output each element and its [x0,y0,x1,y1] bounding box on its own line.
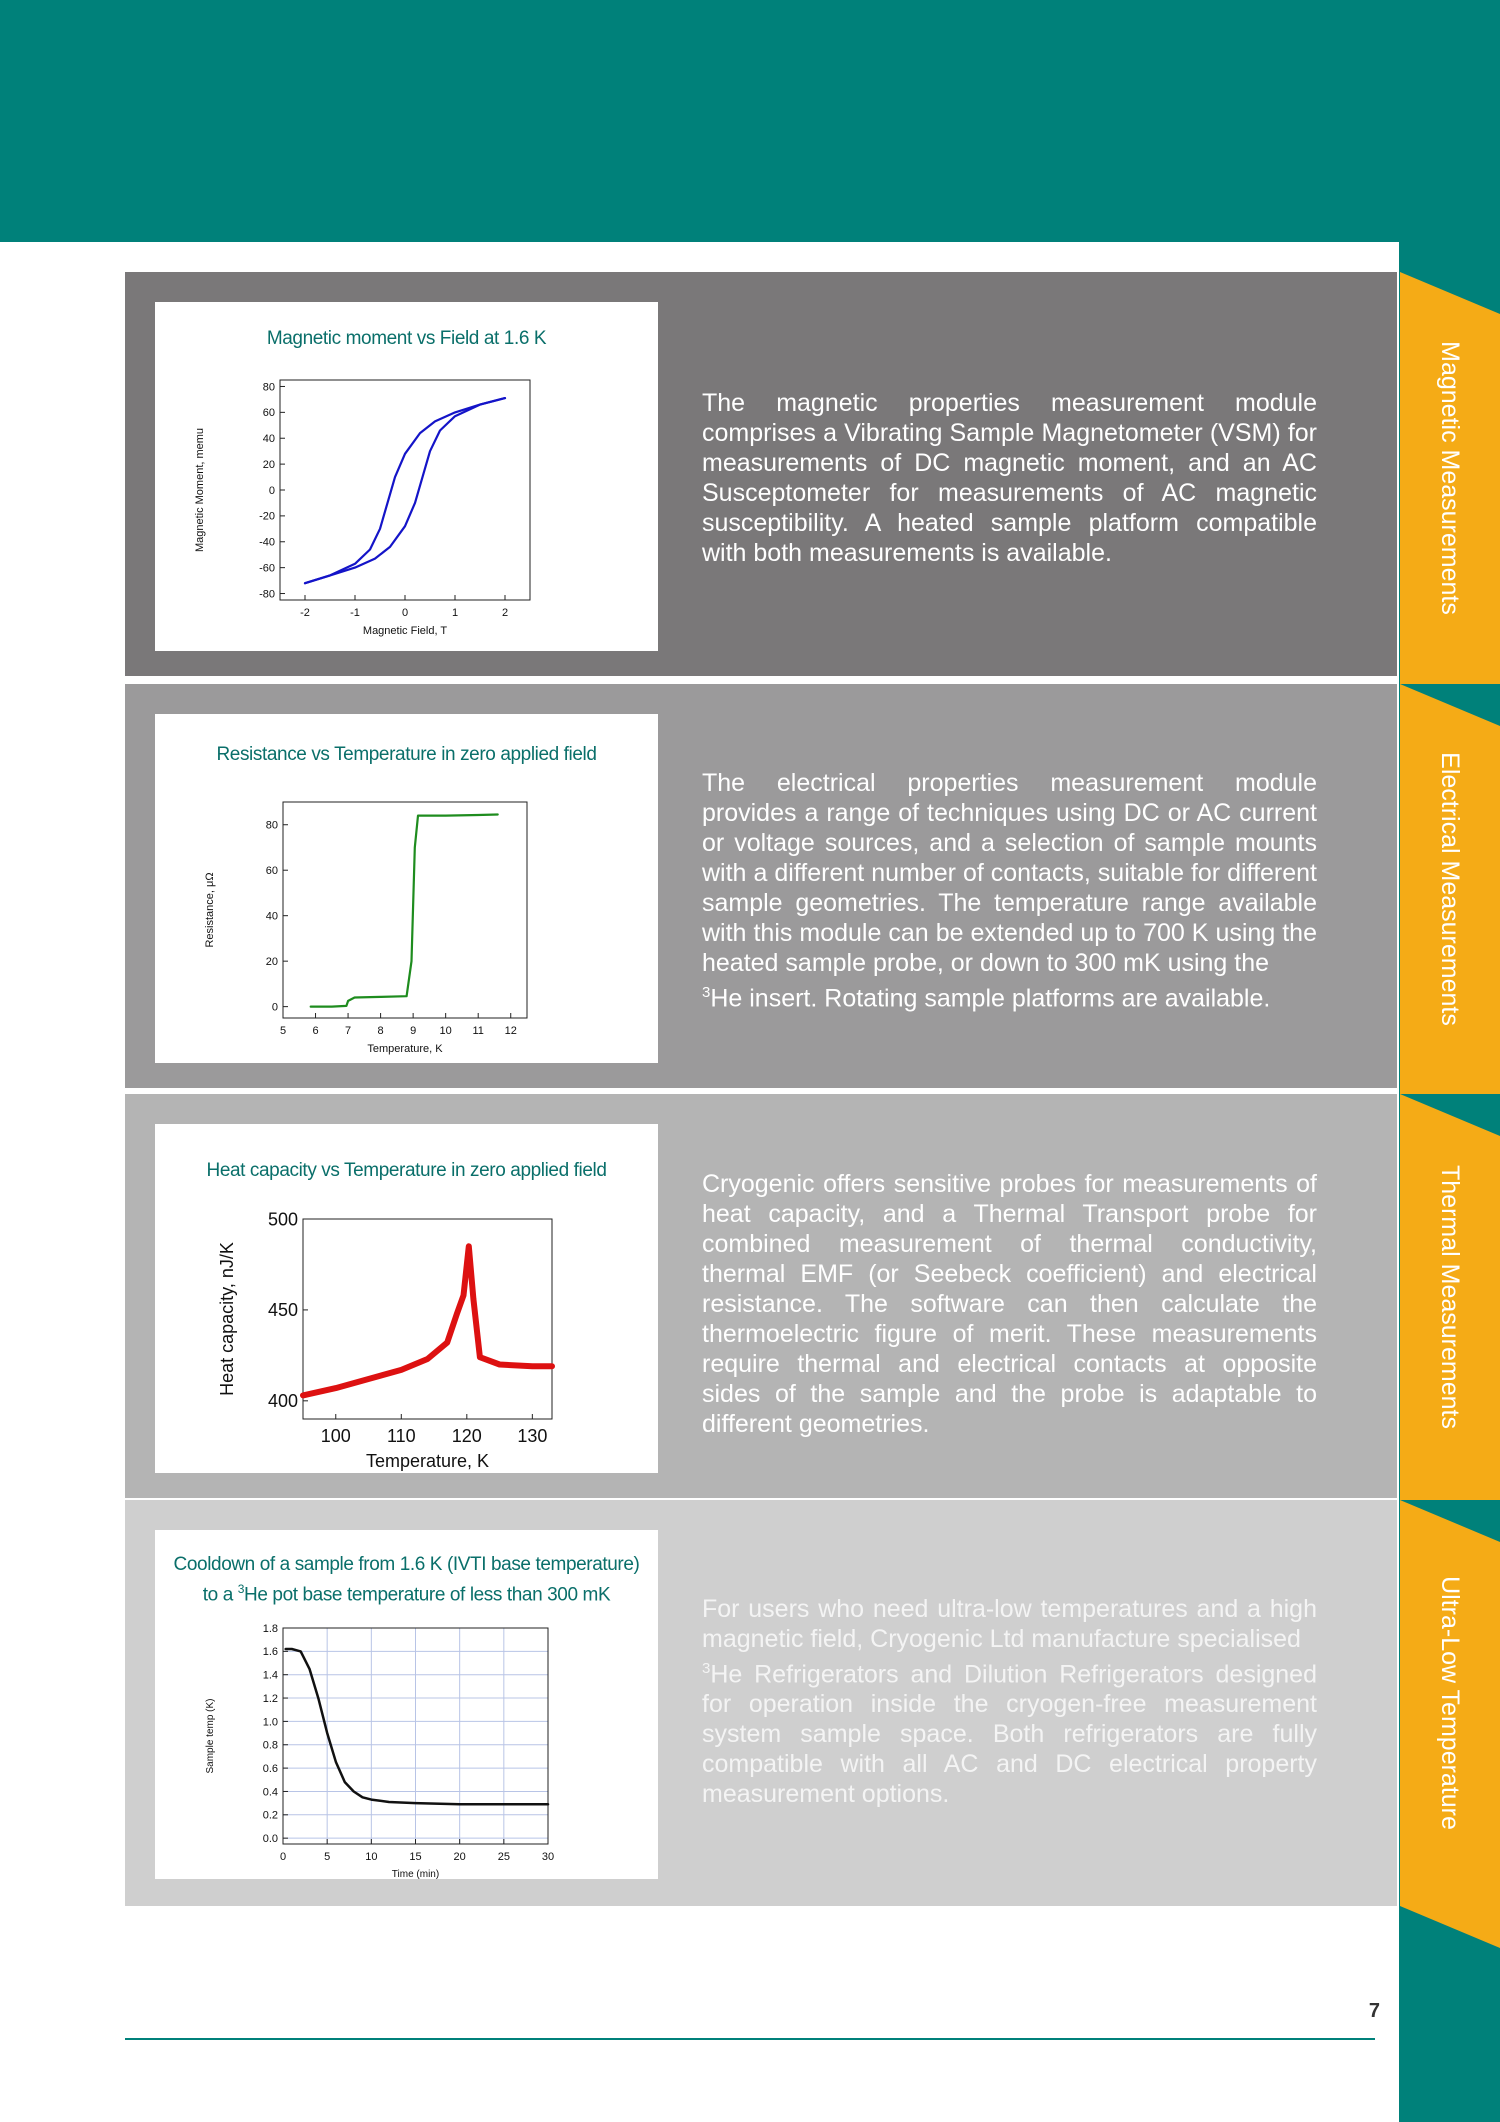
x-tick-label: 0 [279,1851,287,1863]
title-part: He pot base temperature of less than 300 mK [244,1584,611,1606]
y-tick-label: 60 [262,407,275,420]
y-tick-label: 500 [267,1209,298,1230]
footer-rule [125,2038,1375,2040]
x-tick-label: 0 [401,607,409,619]
chart-thermal [155,1124,658,1473]
superscript: 3 [237,1582,245,1596]
section-text [702,1594,1317,1809]
section-ultra-low [125,1500,1397,1906]
y-tick-label: 40 [265,910,278,923]
y-tick-label: -40 [259,536,275,549]
y-tick-label: 0.6 [262,1762,278,1775]
y-tick-label: 0.4 [262,1786,278,1799]
y-tick-label: 0.2 [262,1809,278,1822]
y-tick-label: 450 [267,1300,298,1321]
section-text-part: He Refrigerators and Dilution Refrigerators designed for operation inside the cryogen-free measurement system sample space. Both refrigerators are fully compatible with all AC and DC electrical property measurement options. [702,1660,1317,1809]
y-tick-label: 0.8 [262,1739,278,1752]
series-line-1 [305,398,505,583]
x-tick-label: 2 [501,607,509,619]
y-axis-label: Heat capacity, nJ/K [217,1242,237,1396]
x-tick-label: 30 [541,1851,555,1863]
section-text-part: For users who need ultra-low temperatures and a high magnetic field, Cryogenic Ltd manufacture specialised [702,1595,1317,1653]
figure-magnetic [155,302,658,651]
section-text-main: The electrical properties measurement module provides a range of techniques using DC or AC current or voltage sources, and a selection of sample mounts with a different number of contacts, suitable for different sample geometries. The temperature range available with this module can be extended up to 700 K using the heated sample probe, or down to 300 mK using the [702,769,1317,977]
y-tick-label: -80 [259,588,275,601]
x-axis-label: Temperature, K [365,1451,490,1471]
x-tick-label: -1 [350,607,360,619]
superscript: 3 [702,1660,711,1677]
series-line-0 [305,398,505,583]
y-tick-label: 60 [265,865,278,878]
y-tick-label: 20 [265,956,278,969]
x-tick-label: 10 [365,1851,378,1863]
tab-magnetic-measurements[interactable] [1400,272,1500,684]
x-tick-label: 8 [377,1025,384,1037]
superscript: 3 [702,984,711,1001]
x-tick-label: 100 [320,1426,351,1446]
x-tick-label: 1 [451,607,459,619]
y-tick-label: 0 [271,1001,278,1014]
x-tick-label: -2 [300,607,310,619]
tab-magnetic-label: Magnetic Measurements [1436,341,1465,615]
series-line-0 [286,1649,548,1804]
x-tick-label: 9 [410,1025,417,1037]
x-tick-label: 7 [345,1025,352,1037]
section-text [702,768,1317,1013]
x-tick-label: 11 [472,1025,484,1037]
x-tick-label: 10 [439,1025,452,1037]
y-axis-label: Magnetic Moment, memu [194,427,206,553]
section-text: Cryogenic offers sensitive probes for measurements of heat capacity, and a Thermal Transport probe for combined measurement of thermal conductivity, thermal EMF (or Seebeck coefficient) and electrical resistance. The software can then calculate the thermoelectric figure of merit. These measurements require thermal and electrical contacts at opposite sides of the sample and the probe is adaptable to different geometries. [702,1170,1317,1438]
figure-title: Heat capacity vs Temperature in zero applied field [206,1160,607,1181]
y-tick-label: 1.4 [262,1669,278,1682]
series-line-0 [303,1246,552,1395]
figure-thermal [155,1124,658,1473]
tab-ultra-low-temperature[interactable] [1400,1500,1500,1906]
y-tick-label: 1.6 [262,1646,278,1659]
x-tick-label: 6 [312,1025,319,1037]
figure-title: Resistance vs Temperature in zero applied field [216,744,597,765]
plot-frame [280,380,530,600]
y-tick-label: 1.8 [262,1622,278,1635]
tab-electrical-label: Electrical Measurements [1436,752,1465,1026]
chart-ultra-low [155,1530,658,1879]
plot-frame [283,802,527,1018]
header-band [0,0,1500,242]
x-tick-label: 25 [497,1851,510,1863]
tab-electrical-measurements[interactable] [1400,684,1500,1094]
tab-ultra-low-label: Ultra-Low Temperature [1436,1576,1465,1830]
section-thermal [125,1094,1397,1498]
y-tick-label: 1.0 [262,1716,278,1729]
x-axis-label: Time (min) [391,1869,440,1879]
x-tick-label: 5 [324,1851,331,1863]
y-tick-label: 20 [262,458,275,471]
y-tick-label: 400 [267,1391,298,1412]
figure-ultra-low [155,1530,658,1879]
x-axis-label: Magnetic Field, T [362,625,448,637]
section-magnetic [125,272,1397,676]
section-text-end: He insert. Rotating sample platforms are available. [710,984,1271,1013]
figure-title-line1: Cooldown of a sample from 1.6 K (IVTI base temperature) [173,1554,640,1575]
x-tick-label: 15 [409,1851,422,1863]
y-tick-label: 80 [262,381,275,394]
y-tick-label: 40 [262,433,275,446]
figure-electrical [155,714,658,1063]
x-tick-label: 130 [517,1426,548,1446]
tab-thermal-label: Thermal Measurements [1436,1165,1465,1429]
y-tick-label: -20 [259,510,275,523]
chart-electrical [155,714,658,1063]
title-part: to a [202,1584,238,1606]
y-tick-label: 0 [268,484,275,497]
figure-title: Magnetic moment vs Field at 1.6 K [266,328,547,349]
x-tick-label: 120 [451,1426,482,1446]
y-tick-label: 80 [265,819,278,832]
y-axis-label: Sample temp (K) [205,1698,216,1774]
y-axis-label: Resistance, μΩ [204,872,216,948]
x-axis-label: Temperature, K [367,1043,443,1055]
page-number: 7 [1368,2000,1380,2022]
y-tick-label: 1.2 [262,1692,278,1705]
series-line-0 [311,815,498,1007]
y-tick-label: 0.0 [262,1833,278,1846]
x-tick-label: 12 [504,1025,517,1037]
chart-magnetic [155,302,658,651]
x-tick-label: 110 [386,1426,416,1446]
section-text: The magnetic properties measurement module comprises a Vibrating Sample Magnetometer (VSM) for measurements of DC magnetic moment, and an AC Susceptometer for measurements of AC magnetic susceptibility. A heated sample platform compatible with both measurements is available. [702,389,1317,567]
tab-bottom-notch [1400,1906,1500,1966]
tab-thermal-measurements[interactable] [1400,1094,1500,1500]
y-tick-label: -60 [259,562,275,575]
section-electrical [125,684,1397,1088]
x-tick-label: 5 [279,1025,287,1037]
x-tick-label: 20 [453,1851,466,1863]
